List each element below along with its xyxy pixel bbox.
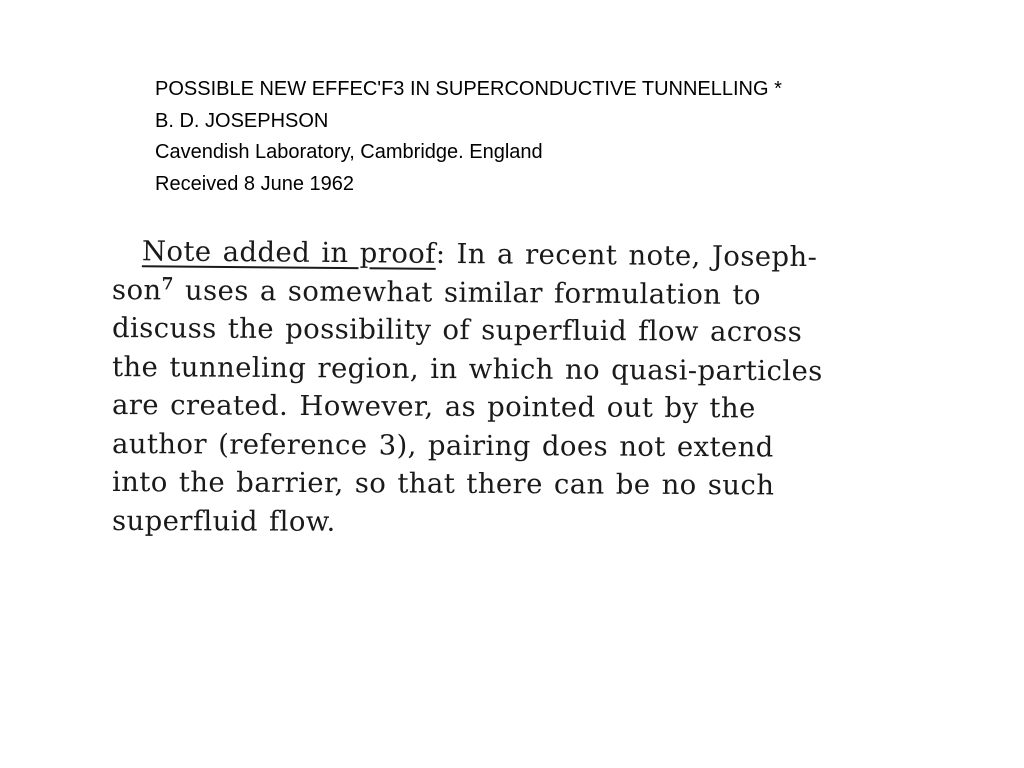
- note-line-5: are created. However, as pointed out by the: [111, 389, 756, 425]
- note-line-1-text: In a recent note, Joseph-: [445, 237, 818, 274]
- note-label-colon: :: [435, 237, 446, 270]
- note-line-4: the tunneling region, in which no quasi-particles: [111, 350, 823, 387]
- paper-author: B. D. JOSEPHSON: [155, 109, 329, 132]
- note-line-8: superfluid flow.: [111, 504, 336, 538]
- paper-received-date: Received 8 June 1962: [155, 172, 355, 195]
- note-line-1: [112, 232, 872, 277]
- paper-affiliation: Cavendish Laboratory, Cambridge. England: [155, 141, 543, 163]
- note-line-6: author (reference 3), pairing does not extend: [111, 427, 774, 463]
- note-line-2-text: uses a somewhat similar formulation to: [173, 273, 762, 311]
- note-line-2-start: son: [111, 273, 162, 306]
- paper-header: [155, 74, 955, 200]
- note-line-3: discuss the possibility of superfluid flow across: [111, 312, 803, 349]
- scanned-note-excerpt: [112, 232, 872, 540]
- paper-title: POSSIBLE NEW EFFEC'F3 IN SUPERCONDUCTIVE TUNNELLING *: [155, 78, 782, 100]
- reference-superscript: 7: [161, 273, 174, 294]
- note-label: Note added in proof: [141, 235, 436, 270]
- note-line-7: into the barrier, so that there can be no such: [111, 466, 775, 502]
- note-line-2: [112, 271, 872, 315]
